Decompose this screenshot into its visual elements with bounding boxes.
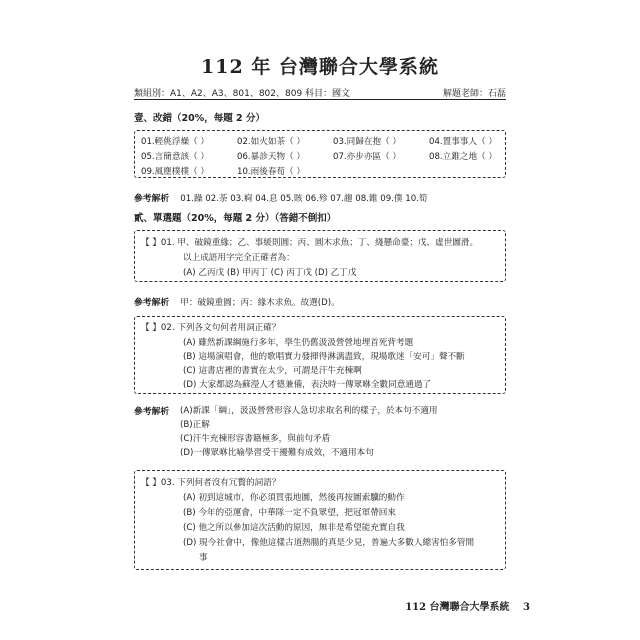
option-d-continued: 事 bbox=[199, 553, 208, 563]
section1-heading: 壹、改錯（20%，每題 2 分） bbox=[134, 113, 265, 124]
question-03-box bbox=[134, 470, 506, 570]
option-a: (A) 初到這城市，你必須買張地圖，然後再按圖索驥的動作 bbox=[183, 493, 405, 503]
teacher-info: 解題老師：石磊 bbox=[442, 89, 506, 99]
section1-box bbox=[134, 130, 506, 178]
answer-label: 參考解析 bbox=[134, 407, 170, 417]
question-02-stem: 【 】02. 下列各文句何者用詞正確？ bbox=[141, 323, 281, 333]
page-title: 112 年 台灣聯合大學系統 bbox=[201, 56, 439, 78]
question-01-prompt: 以上成語用字完全正確者為： bbox=[183, 253, 295, 263]
answer-text: 01.躁 02.荼 03.痾 04.息 05.賅 06.殄 07.趨 08.錐 09.僕 10.筍 bbox=[180, 194, 428, 204]
answer-line: (B)正解 bbox=[180, 420, 210, 430]
page-footer bbox=[405, 598, 530, 613]
page-number: 3 bbox=[523, 602, 530, 613]
option-a: (A) 雖然新課綱施行多年，學生仍舊汲汲營營地埋首死背考題 bbox=[183, 338, 414, 348]
question-01-stem: 【 】01. 甲、破鏡重緣；乙、事緩則圓；丙、圓木求魚；丁、綫懸命臺；戊、虛世圖滑。 bbox=[141, 238, 479, 248]
answer-label: 參考解析 bbox=[134, 194, 170, 204]
list-item: 06.暴診天物（ ） bbox=[237, 152, 305, 162]
question-01-options: (A) 乙丙戊 (B) 甲丙丁 (C) 丙丁戊 (D) 乙丁戊 bbox=[183, 268, 357, 278]
question-01-box bbox=[134, 230, 506, 282]
question-03-stem: 【 】03. 下列何者沒有冗贅的詞語？ bbox=[141, 478, 281, 488]
option-d: (D) 現今社會中，像他這樣古道熱腸的真是少見，普遍大多數人總害怕多管閒 bbox=[183, 538, 475, 548]
option-b: (B) 這場演唱會，他的歌唱實力發揮得淋漓盡致，現場歌迷「安可」聲不斷 bbox=[183, 352, 465, 362]
answer-line: (A)新課「綱」，汲汲營營形容人急切求取名利的樣子，於本句不適用 bbox=[180, 406, 438, 416]
option-b: (B) 今年的亞運會，中華隊一定不負眾望，把冠軍帶回來 bbox=[183, 508, 396, 518]
footer-text: 112 台灣聯合大學系統 bbox=[405, 602, 510, 613]
question-02-box bbox=[134, 316, 506, 394]
header-divider bbox=[134, 99, 506, 100]
section2-heading: 貳、單選題（20%，每題 2 分）（答錯不倒扣） bbox=[134, 213, 337, 224]
list-item: 04.置事事人（ ） bbox=[429, 137, 497, 147]
list-item: 08.立錐之地（ ） bbox=[429, 152, 497, 162]
list-item: 10.雨後春荀（ ） bbox=[237, 167, 305, 177]
list-item: 05.言簡意該（ ） bbox=[141, 152, 209, 162]
subject-info: 類組別：A1、A2、A3、801、802、809 科目：國文 bbox=[134, 89, 351, 99]
option-d: (D) 大家都認為蘇瀅人才德兼備，表決時一傳眾咻全數同意通過了 bbox=[183, 380, 432, 390]
question-01-answer bbox=[134, 290, 506, 309]
list-item: 02.如火如茶（ ） bbox=[237, 137, 305, 147]
section1-answers bbox=[134, 186, 506, 205]
answer-line: (D)一傳眾咻比喻學習受干擾難有成效，不適用本句 bbox=[180, 448, 374, 458]
answer-text: 甲：破鏡重圓；丙：緣木求魚。故選(D)。 bbox=[180, 298, 340, 308]
option-c: (C) 他之所以參加這次活動的原因，無非是希望能充實自我 bbox=[183, 523, 405, 533]
meta-row bbox=[134, 86, 506, 99]
list-item: 09.風塵樸樸（ ） bbox=[141, 167, 209, 177]
list-item: 03.同歸在抱（ ） bbox=[333, 137, 401, 147]
answer-label: 參考解析 bbox=[134, 298, 170, 308]
answer-line: (C)汗牛充棟形容書籍極多，與前句矛盾 bbox=[180, 434, 331, 444]
list-item: 07.亦步亦區（ ） bbox=[333, 152, 401, 162]
list-item: 01.輕佻浮燥（ ） bbox=[141, 137, 209, 147]
option-c: (C) 這書店裡的書實在太少，可謂是汗牛充棟啊 bbox=[183, 366, 362, 376]
